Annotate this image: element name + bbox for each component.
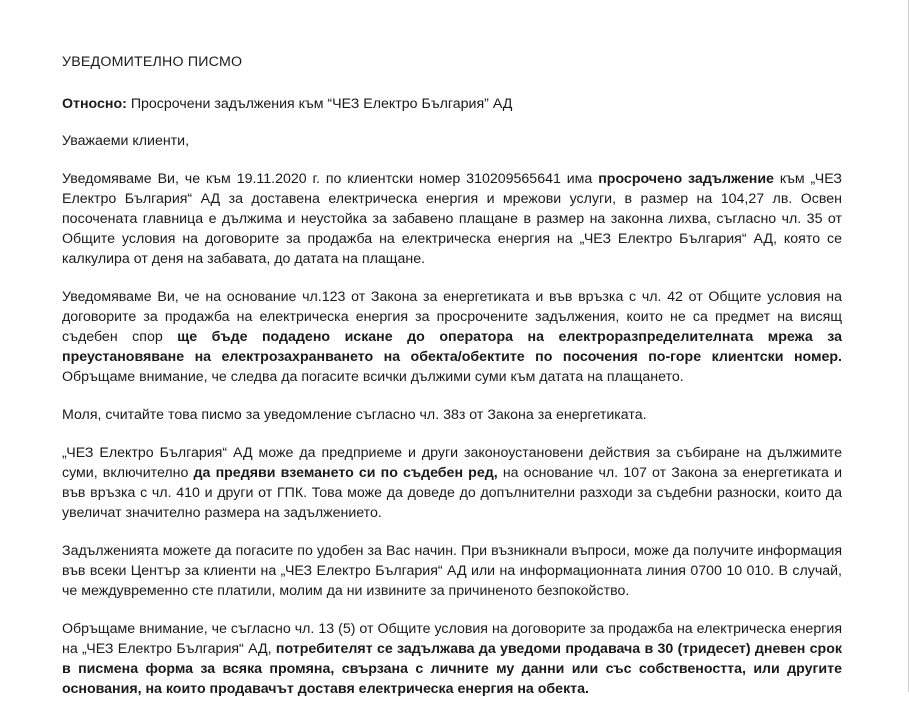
paragraph-legal-action: „ЧЕЗ Електро България“ АД може да предприеме и други законоустановени действия за събиране на дължимите суми, включително да предяви вземането си по съдебен ред, на основание чл. 107 от Закона за енергетиката и във връзка с чл. 410 и други от ГПК. Това може да доведе до допълнителни разходи за съдебни разноски, които да увеличат значително размера на задължението.	[62, 445, 842, 521]
paragraph-debt-notice: Уведомяваме Ви, че към 19.11.2020 г. по клиентски номер 310209565641 има просрочено задължение към „ЧЕЗ Електро България“ АД за доставена електрическа енергия и мрежови услуги, в размер на 104,27 лв. Освен посочената главница е дължима и неустойка за забавено плащане в размер на законна лихва, съгласно чл. 35 от Общите условия на договорите за продажба на електрическа енергия на „ЧЕЗ Електро България“ АД, която се калкулира от деня на забавата, до датата на плащане.	[62, 171, 842, 267]
paragraph-payment-info: Задълженията можете да погасите по удобен за Вас начин. При възникнали въпроси, може да получите информация във всеки Център за клиенти на „ЧЕЗ Електро България“ АД или на информационната линия 0700 10 010. В случай, че междувременно сте платили, молим да ни извините за причиненото безпокойство.	[62, 543, 842, 599]
disconnection-emphasis: ще бъде подадено искане до оператора на електроразпределителната мрежа за преустановяване на електрозахранването на обекта/обектите по посочения по-горе клиентски номер.	[62, 329, 842, 365]
court-claim-emphasis: да предяви вземането си по съдебен ред,	[193, 465, 498, 481]
subject-label: Относно:	[62, 96, 127, 112]
letter-title: УВЕДОМИТЕЛНО ПИСМО	[62, 54, 243, 70]
paragraph-notification: Моля, считайте това писмо за уведомление съгласно чл. 38з от Закона за енергетиката.	[62, 407, 647, 423]
subject-text: Просрочени задължения към “ЧЕЗ Електро България” АД	[126, 96, 513, 112]
paragraph-disconnection: Уведомяваме Ви, че на основание чл.123 от Закона за енергетиката и във връзка с чл. 42 от Общите условия на договорите за продажба на електрическа енергия за просрочените задължения, които не са предмет на висящ съдебен спор ще бъде подадено искане до оператора на електроразпределителната мрежа за преустановяване на електрозахранването на обекта/обектите по посочения по-горе клиентски номер. Обръщаме внимание, че следва да погасите всички дължими суми към датата на плащането.	[62, 289, 842, 385]
subject-line	[62, 94, 842, 114]
overdue-debt-emphasis: просрочено задължение	[598, 171, 774, 187]
letter-page	[62, 52, 842, 717]
obligation-emphasis: потребителят се задължава да уведоми продавача в 30 (тридесет) дневен срок в писмена форма за всяка промяна, свързана с личните му данни или със собствеността, или другите основания, на които продавачът доставя електрическа енергия на обекта.	[62, 641, 842, 697]
greeting: Уважаеми клиенти,	[62, 133, 190, 149]
paragraph-obligation: Обръщаме внимание, че съгласно чл. 13 (5) от Общите условия на договорите за продажба на електрическа енергия на „ЧЕЗ Електро България“ АД, потребителят се задължава да уведоми продавача в 30 (тридесет) дневен срок в писмена форма за всяка промяна, свързана с личните му данни или със собствеността, или другите основания, на които продавачът доставя електрическа енергия на обекта.	[62, 621, 842, 697]
